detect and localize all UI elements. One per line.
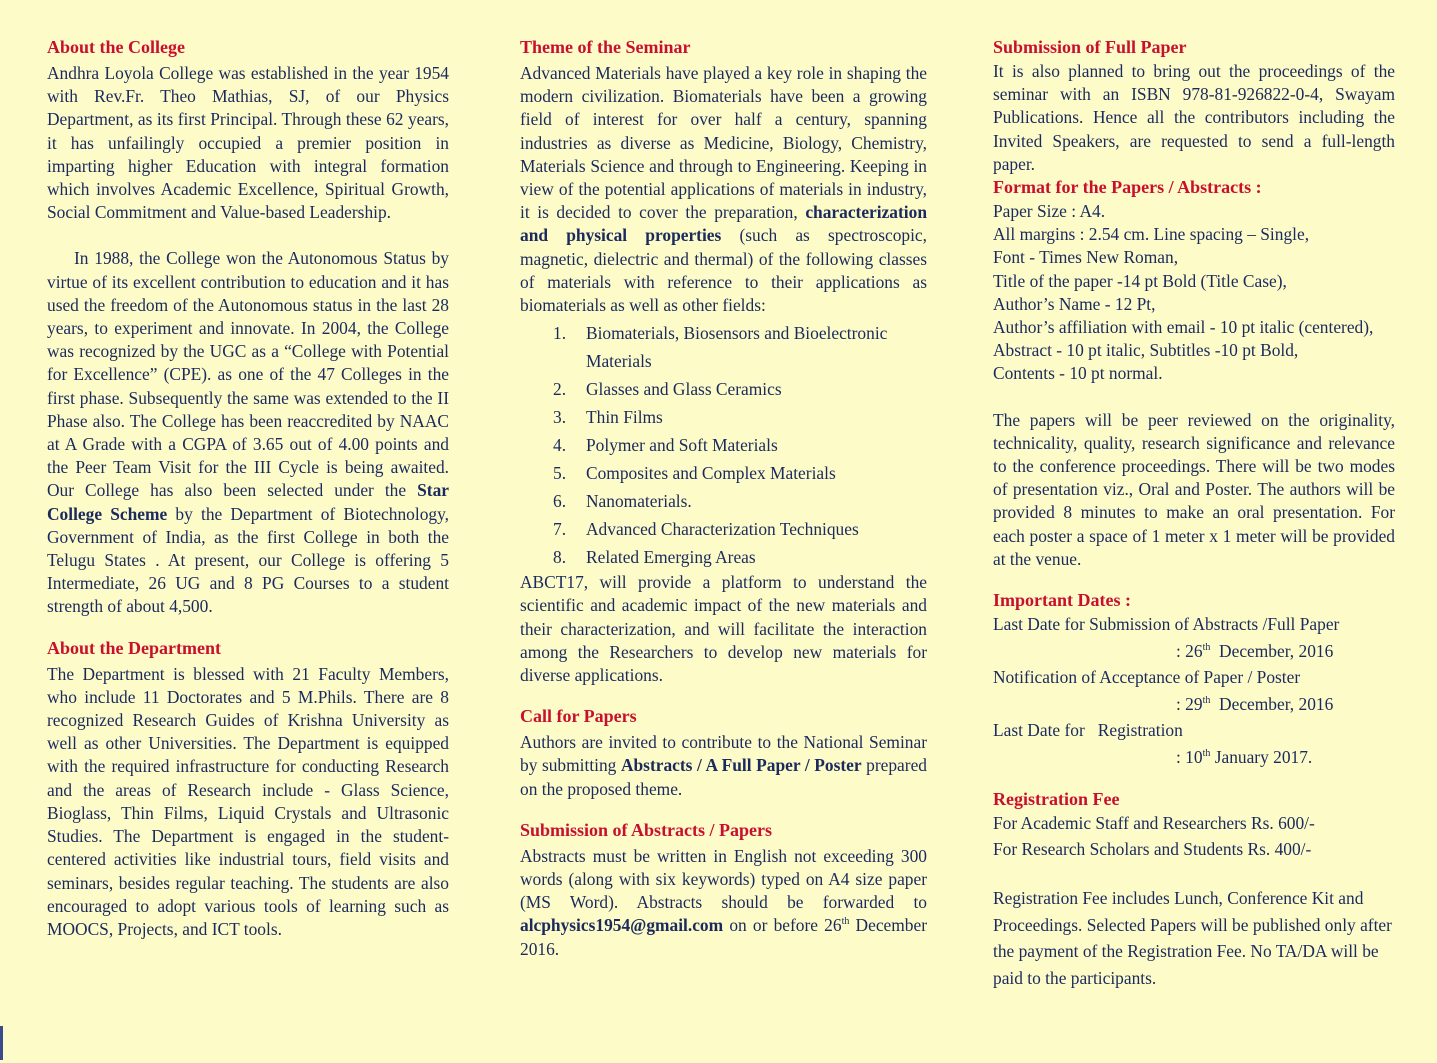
topic-list xyxy=(520,319,927,571)
list-item: Author’s affiliation with email - 10 pt italic (centered), xyxy=(993,317,1374,338)
list-item: 8. Related Emerging Areas xyxy=(553,547,756,568)
submission-abstracts-text: Abstracts must be written in English not exceeding 300 words (along with six keywords) typed on A4 size paper (MS Word). Abstracts should be forwarded to alcphysics1954@gmail.com on or before 26th December 2016. xyxy=(520,845,927,959)
list-item: Font - Times New Roman, xyxy=(993,247,1179,268)
date-value: : 26th December, 2016 xyxy=(1176,640,1334,661)
about-college-text: Andhra Loyola College was established in the year 1954 with Rev.Fr. Theo Mathias, SJ, of our Physics Department, as its first Principal. Through these 62 years, it has unfailingly occupied a premier position in imparting higher Education with integral formation which involves Academic Excellence, Spiritual Growth, Social Commitment and Value-based Leadership. xyxy=(47,63,449,223)
theme-heading: Theme of the Seminar xyxy=(520,37,691,57)
date-value: : 29th December, 2016 xyxy=(1176,693,1334,714)
list-item: 7. Advanced Characterization Techniques xyxy=(553,519,859,540)
list-item: For Research Scholars and Students Rs. 400/- xyxy=(993,839,1312,860)
fee-list xyxy=(993,810,1395,862)
full-paper-text: It is also planned to bring out the proceedings of the seminar with an ISBN 978-81-926822-0-4, Swayam Publications. Hence all the contributors including the Invited Speakers, are requested to send a full-length paper. xyxy=(993,61,1395,174)
call-for-papers-heading: Call for Papers xyxy=(520,706,637,727)
list-item: 5. Composites and Complex Materials xyxy=(553,463,836,484)
format-heading: Format for the Papers / Abstracts : xyxy=(993,177,1262,198)
list-item: 1. Biomaterials, Biosensors and Bioelectronic Materials xyxy=(553,323,888,372)
date-label: Notification of Acceptance of Paper / Poster xyxy=(993,667,1301,688)
theme-text: Advanced Materials have played a key role in shaping the modern civilization. Biomaterials have been a growing field of interest for over half a century, spanning industries as diverse as Medicine, Biology, Chemistry, Materials Science and through to Engineering. Keeping in view of the potential applications of materials in industry, it is decided to cover the preparation, characterization and physical properties (such as spectroscopic, magnetic, dielectric and thermal) of the following classes of materials with reference to their applications as biomaterials as well as other fields: xyxy=(520,63,928,316)
list-item: Title of the paper -14 pt Bold (Title Case), xyxy=(993,270,1287,291)
list-item: Abstract - 10 pt italic, Subtitles -10 pt Bold, xyxy=(993,340,1299,361)
column-about xyxy=(47,36,449,941)
format-list xyxy=(993,200,1395,386)
registration-fee-heading: Registration Fee xyxy=(993,789,1120,810)
list-item: For Academic Staff and Researchers Rs. 600/- xyxy=(993,813,1315,834)
date-value: : 10th January 2017. xyxy=(1176,746,1313,767)
call-for-papers-text: Authors are invited to contribute to the National Seminar by submitting Abstracts / A Full Paper / Poster prepared on the proposed theme. xyxy=(520,732,927,799)
list-item: 6. Nanomaterials. xyxy=(553,491,692,512)
autonomous-status-text: In 1988, the College won the Autonomous Status by virtue of its excellent contribution to education and it has used the freedom of the Autonomous status in the last 28 years, to experiment and innovate. In 2004, the College was recognized by the UGC as a “College with Potential for Excellence” (CPE). as one of the 47 Colleges in the first phase. Subsequently the same was extended to the II Phase also. The College has been reaccredited by NAAC at A Grade with a CGPA of 3.65 out of 4.00 points and the Peer Team Visit for the III Cycle is being awaited. Our College has also been selected under the Star College Scheme by the Department of Biotechnology, Government of India, as the first College in both the Telugu States . At present, our College is offering 5 Intermediate, 26 UG and 8 PG Courses to a student strength of about 4,500. xyxy=(47,248,449,617)
submission-abstracts-heading: Submission of Abstracts / Papers xyxy=(520,819,773,840)
about-department-heading: About the Department xyxy=(47,637,221,658)
list-item: All margins : 2.54 cm. Line spacing – Single, xyxy=(993,224,1310,245)
contact-email[interactable]: alcphysics1954@gmail.com xyxy=(520,915,724,936)
column-submission xyxy=(993,36,1395,991)
important-dates-list xyxy=(993,611,1395,770)
about-college-heading: About the College xyxy=(47,37,185,57)
full-paper-heading: Submission of Full Paper xyxy=(993,37,1187,57)
list-item: Author’s Name - 12 Pt, xyxy=(993,293,1156,314)
date-label: Last Date for Registration xyxy=(993,720,1183,741)
column-theme xyxy=(520,36,927,961)
registration-note: Registration Fee includes Lunch, Conference Kit and Proceedings. Selected Papers will be published only after the payment of the Registration Fee. No TA/DA will be paid to the participants. xyxy=(993,888,1392,988)
list-item: 3. Thin Films xyxy=(553,407,663,428)
abct-text: ABCT17, will provide a platform to understand the scientific and academic impact of the new materials and their characterization, and will facilitate the interaction among the Researchers to develop new materials for diverse applications. xyxy=(520,572,927,686)
list-item: Paper Size : A4. xyxy=(993,201,1106,222)
about-department-text: The Department is blessed with 21 Faculty Members, who include 11 Doctorates and 5 M.Phils. There are 8 recognized Research Guides of Krishna University as well as other Universities. The Department is equipped with the required infrastructure for conducting Research and the areas of Research include - Glass Science, Bioglass, Thin Films, Liquid Crystals and Ultrasonic Studies. The Department is engaged in the student-centered activities like industrial tours, field visits and seminars, besides regular teaching. The students are also encouraged to adopt various tools of learning such as MOOCS, Projects, and ICT tools. xyxy=(47,663,449,939)
edge-mark xyxy=(0,1026,3,1060)
list-item: 4. Polymer and Soft Materials xyxy=(553,435,778,456)
list-item: Contents - 10 pt normal. xyxy=(993,363,1163,384)
peer-review-text: The papers will be peer reviewed on the originality, technicality, quality, research significance and relevance to the conference proceedings. There will be two modes of presentation viz., Oral and Poster. The authors will be provided 8 minutes to make an oral presentation. For each poster a space of 1 meter x 1 meter will be provided at the venue. xyxy=(993,409,1395,569)
list-item: 2. Glasses and Glass Ceramics xyxy=(553,379,782,400)
date-label: Last Date for Submission of Abstracts /Full Paper xyxy=(993,614,1340,635)
important-dates-heading: Important Dates : xyxy=(993,590,1131,611)
